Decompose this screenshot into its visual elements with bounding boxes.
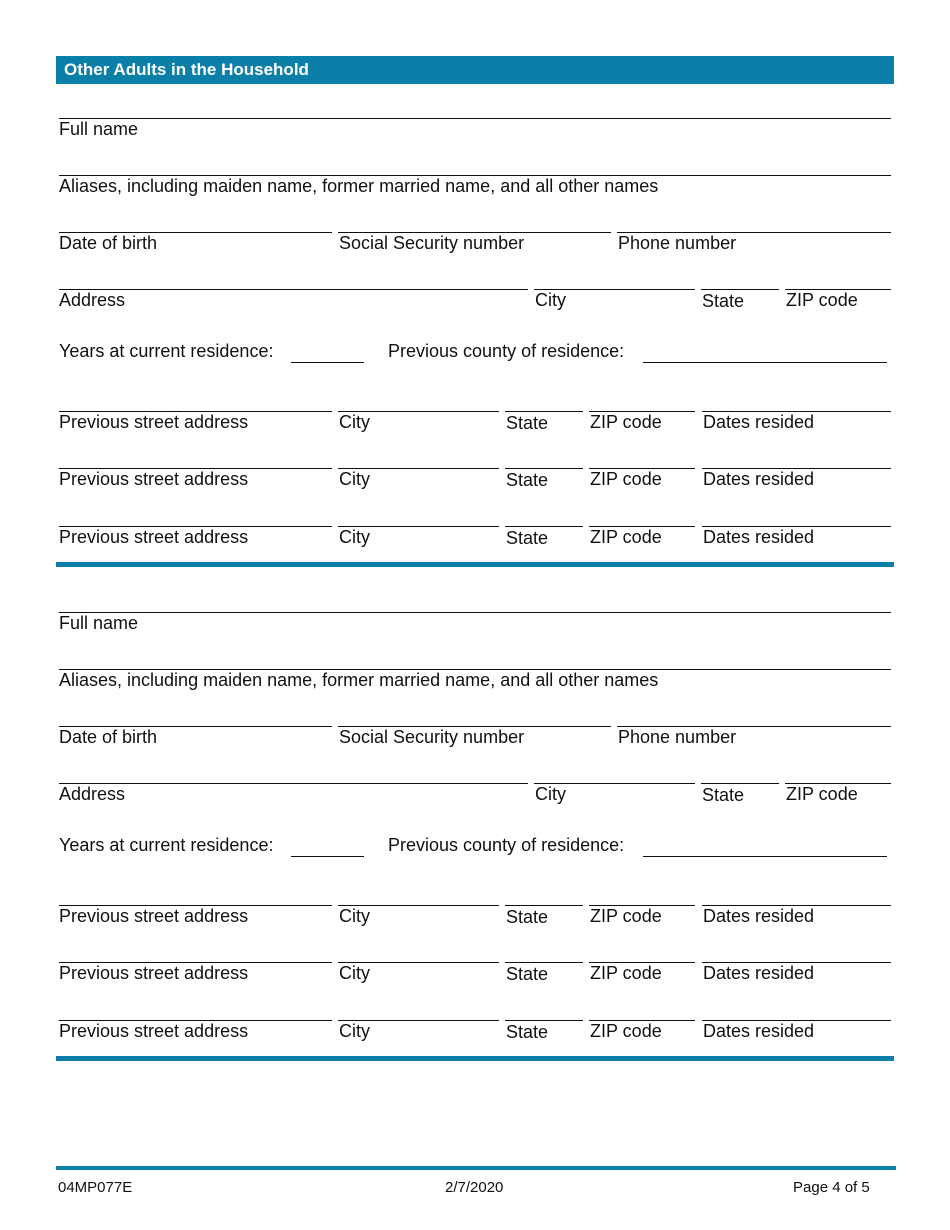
footer-divider [56,1166,896,1170]
adult-2-address-field[interactable] [59,783,528,784]
adult-2-prev-2-zip-label: ZIP code [590,963,662,983]
adult-1-prev-2-street-label: Previous street address [59,469,249,489]
adult-1-years-label: Years at current residence: [59,341,274,361]
adult-2-state-field[interactable] [701,783,779,784]
adult-2-section-divider [56,1056,894,1061]
adult-2-prev-2-city-label: City [339,963,370,983]
adult-2-full-name-field[interactable] [59,612,891,613]
adult-2-prev-3-state-field[interactable] [505,1020,583,1021]
adult-1-ssn-label: Social Security number [339,233,525,253]
adult-1-prev-1-city-label: City [339,412,370,432]
adult-2-prev-1-state-label: State [506,907,549,927]
adult-2-dob-label: Date of birth [59,727,158,747]
page-number: Page 4 of 5 [793,1179,870,1196]
adult-2-prev-1-zip-label: ZIP code [590,906,662,926]
adult-1-prev-county-field[interactable] [643,362,887,363]
adult-1-prev-1-street-label: Previous street address [59,412,249,432]
adult-1-aliases-label: Aliases, including maiden name, former married name, and all other names [59,176,659,196]
adult-2-prev-3-state-label: State [506,1022,549,1042]
adult-1-prev-2-state-field[interactable] [505,468,583,469]
adult-2-prev-1-state-field[interactable] [505,905,583,906]
adult-1-address-field[interactable] [59,289,528,290]
adult-2-prev-3-zip-label: ZIP code [590,1021,662,1041]
adult-2-prev-1-city-label: City [339,906,370,926]
section-header: Other Adults in the Household [56,56,894,84]
adult-2-aliases-label: Aliases, including maiden name, former married name, and all other names [59,670,659,690]
adult-1-section-divider [56,562,894,567]
form-id: 04MP077E [58,1179,133,1196]
adult-1-prev-2-dates-label: Dates resided [703,469,815,489]
adult-2-state-label: State [702,785,745,805]
adult-1-years-field[interactable] [291,362,364,363]
adult-1-state-field[interactable] [701,289,779,290]
adult-1-dob-label: Date of birth [59,233,158,253]
adult-1-prev-3-zip-label: ZIP code [590,527,662,547]
adult-1-prev-1-dates-label: Dates resided [703,412,815,432]
adult-1-prev-county-label: Previous county of residence: [388,341,625,361]
adult-1-prev-3-state-label: State [506,528,549,548]
adult-1-phone-label: Phone number [618,233,737,253]
adult-2-prev-2-state-label: State [506,964,549,984]
adult-2-prev-county-label: Previous county of residence: [388,835,625,855]
adult-1-prev-3-city-label: City [339,527,370,547]
adult-1-prev-2-city-label: City [339,469,370,489]
adult-1-address-label: Address [59,290,126,310]
adult-1-prev-3-street-label: Previous street address [59,527,249,547]
adult-2-years-field[interactable] [291,856,364,857]
adult-1-prev-1-state-label: State [506,413,549,433]
adult-1-prev-1-zip-label: ZIP code [590,412,662,432]
adult-2-prev-3-city-label: City [339,1021,370,1041]
adult-2-prev-1-dates-label: Dates resided [703,906,815,926]
adult-1-prev-2-zip-label: ZIP code [590,469,662,489]
adult-2-years-label: Years at current residence: [59,835,274,855]
adult-2-address-label: Address [59,784,126,804]
adult-1-full-name-label: Full name [59,119,139,139]
adult-2-prev-2-dates-label: Dates resided [703,963,815,983]
adult-2-prev-2-street-label: Previous street address [59,963,249,983]
adult-1-prev-3-state-field[interactable] [505,526,583,527]
adult-2-prev-county-field[interactable] [643,856,887,857]
adult-2-prev-1-street-label: Previous street address [59,906,249,926]
adult-1-prev-2-state-label: State [506,470,549,490]
form-date: 2/7/2020 [445,1179,504,1196]
adult-2-ssn-label: Social Security number [339,727,525,747]
adult-2-city-label: City [535,784,566,804]
adult-1-prev-1-state-field[interactable] [505,411,583,412]
adult-2-prev-3-dates-label: Dates resided [703,1021,815,1041]
adult-2-zip-label: ZIP code [786,784,858,804]
adult-2-phone-label: Phone number [618,727,737,747]
adult-1-prev-3-dates-label: Dates resided [703,527,815,547]
adult-1-city-label: City [535,290,566,310]
adult-1-full-name-field[interactable] [59,118,891,119]
adult-2-full-name-label: Full name [59,613,139,633]
adult-2-prev-2-state-field[interactable] [505,962,583,963]
adult-2-prev-3-street-label: Previous street address [59,1021,249,1041]
adult-1-state-label: State [702,291,745,311]
adult-1-zip-label: ZIP code [786,290,858,310]
